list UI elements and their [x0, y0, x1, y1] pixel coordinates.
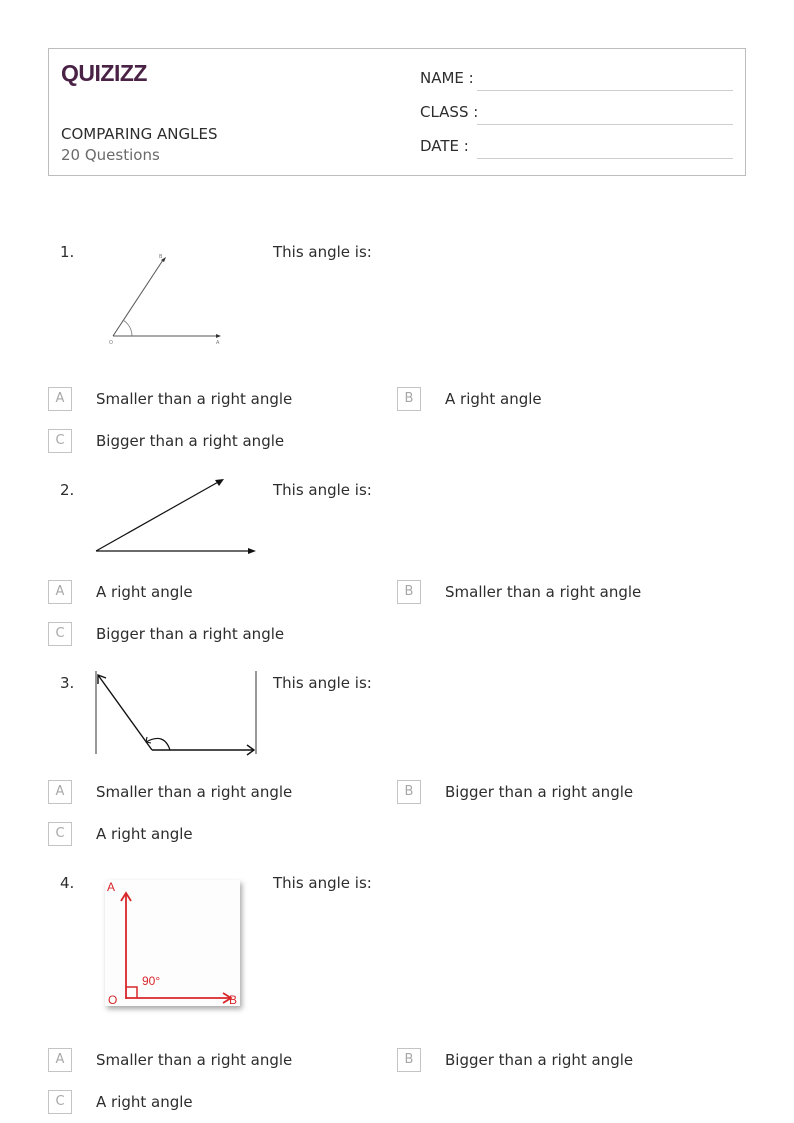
- quizizz-logo: [61, 59, 153, 87]
- question-number: 1.: [60, 243, 75, 261]
- option-c-box[interactable]: C: [48, 622, 72, 646]
- obtuse-angle-figure: [94, 670, 260, 756]
- option-c-text[interactable]: Bigger than a right angle: [96, 432, 285, 450]
- option-b-text[interactable]: A right angle: [445, 390, 542, 408]
- question-text: This angle is:: [273, 243, 372, 261]
- option-b-box[interactable]: B: [397, 387, 421, 411]
- option-a-box[interactable]: A: [48, 387, 72, 411]
- option-c-text[interactable]: A right angle: [96, 825, 193, 843]
- angle-degree-label: 90°: [142, 974, 161, 988]
- option-a-text[interactable]: Smaller than a right angle: [96, 390, 293, 408]
- point-a-label: A: [107, 880, 116, 894]
- option-b-text[interactable]: Bigger than a right angle: [445, 783, 634, 801]
- class-label: CLASS :: [420, 103, 479, 121]
- option-c-box[interactable]: C: [48, 822, 72, 846]
- question-text: This angle is:: [273, 674, 372, 692]
- point-b-label: B: [229, 993, 238, 1006]
- option-b-box[interactable]: B: [397, 1048, 421, 1072]
- option-a-text[interactable]: Smaller than a right angle: [96, 1051, 293, 1069]
- option-a-box[interactable]: A: [48, 780, 72, 804]
- option-c-text[interactable]: A right angle: [96, 1093, 193, 1111]
- option-b-text[interactable]: Smaller than a right angle: [445, 583, 642, 601]
- svg-text:QUIZIZZ: QUIZIZZ: [61, 60, 147, 86]
- svg-text:O: O: [109, 340, 113, 346]
- acute-angle-figure: [100, 248, 230, 348]
- date-field[interactable]: [477, 158, 733, 159]
- question-number: 2.: [60, 481, 75, 499]
- option-a-box[interactable]: A: [48, 580, 72, 604]
- question-text: This angle is:: [273, 481, 372, 499]
- point-o-label: O: [108, 993, 118, 1006]
- option-c-box[interactable]: C: [48, 429, 72, 453]
- option-b-box[interactable]: B: [397, 580, 421, 604]
- svg-text:A: A: [216, 340, 220, 346]
- class-field[interactable]: [477, 124, 733, 125]
- name-field[interactable]: [477, 90, 733, 91]
- option-a-text[interactable]: Smaller than a right angle: [96, 783, 293, 801]
- option-c-box[interactable]: C: [48, 1090, 72, 1114]
- option-b-box[interactable]: B: [397, 780, 421, 804]
- question-count: 20 Questions: [61, 146, 160, 164]
- right-angle-figure: [105, 880, 240, 1006]
- worksheet-header: [48, 48, 746, 176]
- date-label: DATE :: [420, 137, 469, 155]
- question-text: This angle is:: [273, 874, 372, 892]
- option-a-text[interactable]: A right angle: [96, 583, 193, 601]
- name-label: NAME :: [420, 69, 474, 87]
- question-number: 4.: [60, 874, 75, 892]
- option-b-text[interactable]: Bigger than a right angle: [445, 1051, 634, 1069]
- option-a-box[interactable]: A: [48, 1048, 72, 1072]
- option-c-text[interactable]: Bigger than a right angle: [96, 625, 285, 643]
- question-number: 3.: [60, 674, 75, 692]
- acute-angle-figure: [92, 474, 262, 559]
- svg-text:B: B: [159, 254, 163, 260]
- worksheet-title: COMPARING ANGLES: [61, 125, 218, 143]
